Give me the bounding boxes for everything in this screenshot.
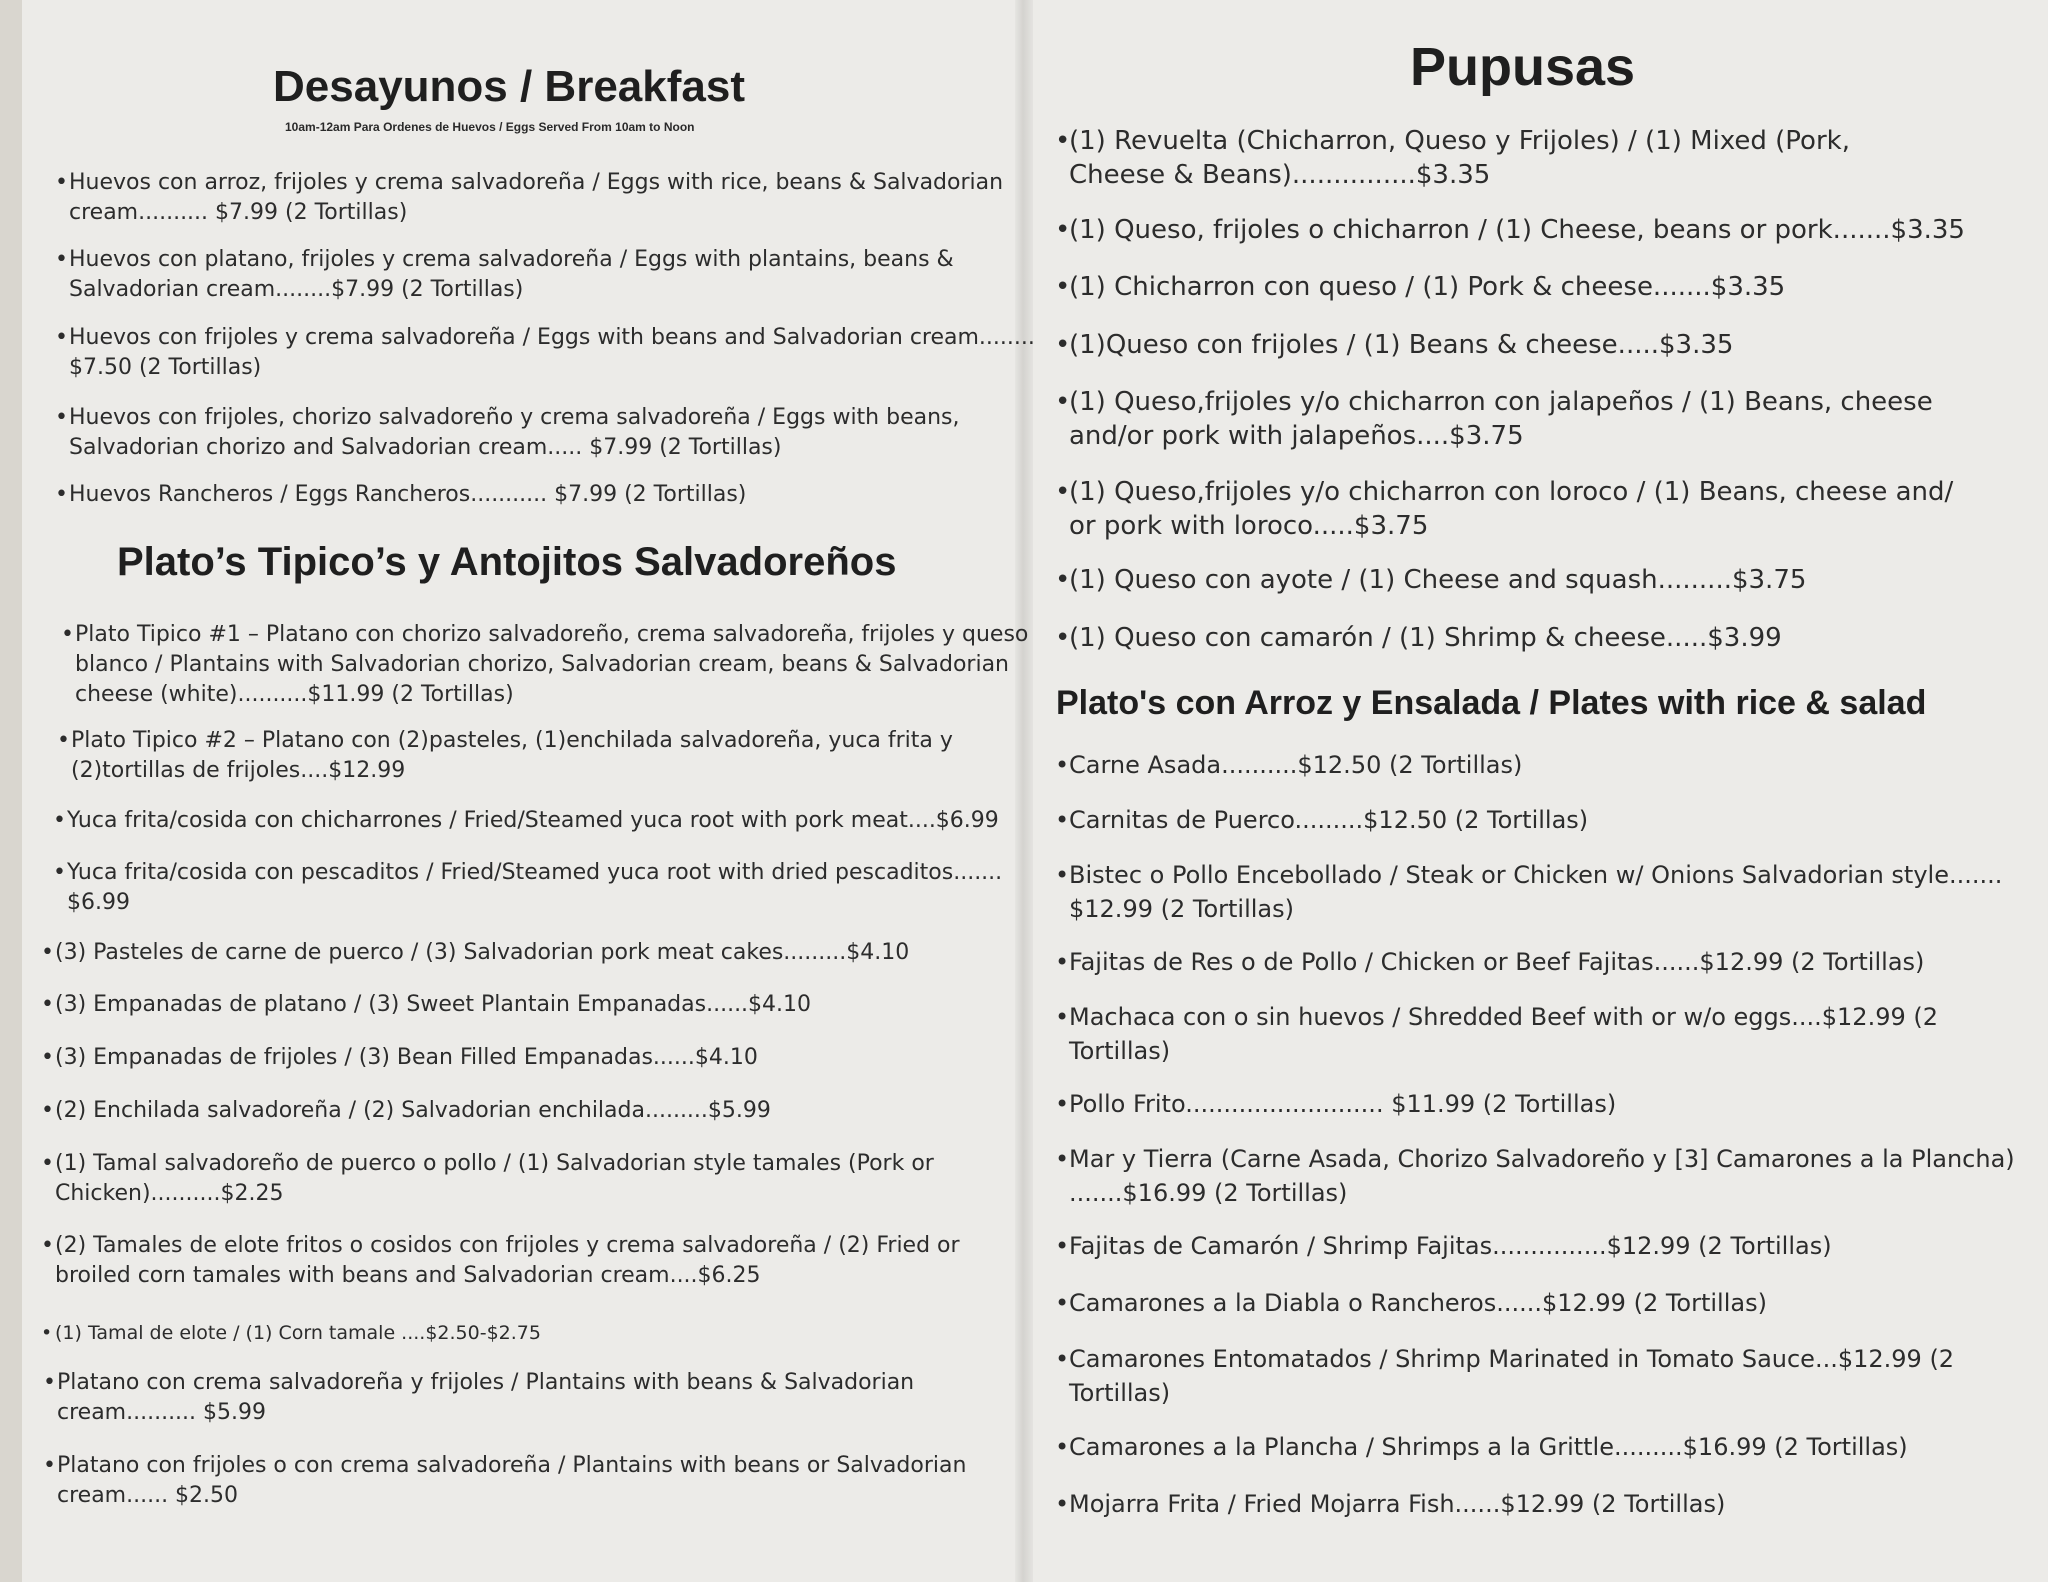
breakfast-item-text: Huevos Rancheros / Eggs Rancheros........... $7.99 (2 Tortillas) — [69, 482, 747, 507]
pupusas-item-line — [1055, 563, 1806, 597]
pupusas-item-text: (1) Chicharron con queso / (1) Pork & cheese.......$3.35 — [1069, 272, 1786, 302]
tipicos-item — [57, 726, 953, 786]
plates-title: Plato's con Arroz y Ensalada / Plates with rice & salad — [1056, 684, 1927, 722]
tipicos-item — [41, 1043, 758, 1073]
breakfast-item-text: Huevos con arroz, frijoles y crema salvadoreña / Eggs with rice, beans & Salvadorian — [69, 170, 1004, 195]
plates-item-text: Tortillas) — [1069, 1037, 1171, 1065]
plates-item-line — [1055, 1142, 2015, 1176]
tipicos-item-line — [43, 1451, 966, 1481]
plates-item-line — [1055, 945, 1924, 979]
tipicos-item-text: (3) Empanadas de frijoles / (3) Bean Filled Empanadas......$4.10 — [55, 1045, 758, 1070]
plates-item-text: Camarones a la Plancha / Shrimps a la Grittle.........$16.99 (2 Tortillas) — [1069, 1433, 1908, 1461]
pupusas-item — [1055, 621, 1782, 655]
pupusas-item-text: (1) Queso con camarón / (1) Shrimp & cheese.....$3.99 — [1069, 623, 1782, 653]
tipicos-item-line — [61, 680, 1028, 710]
tipicos-item-line — [43, 1481, 966, 1511]
bullet-icon: • — [1055, 126, 1071, 156]
breakfast-item-line — [55, 480, 746, 510]
bullet-icon: • — [1055, 565, 1071, 595]
bullet-icon: • — [55, 170, 68, 195]
bullet-icon: • — [1055, 1490, 1070, 1518]
plates-item-line — [1055, 1286, 1767, 1320]
tipicos-item — [41, 990, 811, 1020]
bullet-icon: • — [57, 728, 70, 753]
tipicos-item — [41, 1318, 541, 1348]
pupusas-item — [1055, 563, 1806, 597]
bullet-icon: • — [55, 482, 68, 507]
bullet-icon: • — [1055, 1289, 1070, 1317]
tipicos-item-text: Yuca frita/cosida con chicharrones / Fried/Steamed yuca root with pork meat....$6.99 — [67, 808, 999, 833]
tipicos-item-text: Chicken)..........$2.25 — [55, 1181, 284, 1206]
bullet-icon: • — [1055, 330, 1071, 360]
bullet-icon: • — [43, 1370, 56, 1395]
breakfast-item-text: cream.......... $7.99 (2 Tortillas) — [69, 200, 408, 225]
plates-item-line — [1055, 1176, 2015, 1210]
tipicos-item — [41, 938, 909, 968]
pupusas-item-line — [1055, 385, 1933, 419]
breakfast-item-text: Salvadorian chorizo and Salvadorian cream..... $7.99 (2 Tortillas) — [69, 435, 782, 460]
plates-item-line — [1055, 803, 1588, 837]
breakfast-item-line — [55, 433, 960, 463]
plates-item-line — [1055, 748, 1522, 782]
breakfast-item-text: Huevos con frijoles y crema salvadoreña / Eggs with beans and Salvadorian cream........ — [69, 325, 1035, 350]
bullet-icon: • — [1055, 806, 1070, 834]
tipicos-item-line — [61, 650, 1028, 680]
page-fold — [1015, 0, 1033, 1582]
tipicos-item — [41, 1231, 960, 1291]
pupusas-item-text: (1)Queso con frijoles / (1) Beans & cheese.....$3.35 — [1069, 330, 1734, 360]
tipicos-item — [53, 806, 999, 836]
plates-item-text: Fajitas de Res o de Pollo / Chicken or Beef Fajitas......$12.99 (2 Tortillas) — [1069, 948, 1925, 976]
breakfast-item-line — [55, 198, 1003, 228]
pupusas-item-text: (1) Queso,frijoles y/o chicharron con jalapeños / (1) Beans, cheese — [1069, 387, 1933, 417]
bullet-icon: • — [1055, 623, 1071, 653]
tipicos-item-line — [43, 1398, 914, 1428]
tipicos-item-line — [41, 1318, 541, 1348]
bullet-icon: • — [1055, 751, 1070, 779]
plates-item-line — [1055, 858, 2002, 892]
tipicos-item-text: (2) Tamales de elote fritos o cosidos con frijoles y crema salvadoreña / (2) Fried or — [55, 1233, 960, 1258]
tipicos-item-text: (2)tortillas de frijoles....$12.99 — [71, 758, 406, 783]
plates-item-line — [1055, 1376, 1954, 1410]
plates-item-text: .......$16.99 (2 Tortillas) — [1069, 1179, 1348, 1207]
tipicos-item-line — [41, 990, 811, 1020]
pupusas-item — [1055, 385, 1933, 453]
breakfast-item-text: $7.50 (2 Tortillas) — [69, 355, 262, 380]
tipicos-item — [53, 858, 1002, 918]
tipicos-item-line — [53, 858, 1002, 888]
breakfast-title: Desayunos / Breakfast — [273, 62, 745, 111]
tipicos-item-line — [41, 1261, 960, 1291]
plates-item — [1055, 1142, 2015, 1210]
pupusas-item-line — [1055, 475, 1953, 509]
bullet-icon: • — [41, 992, 54, 1017]
tipicos-item — [43, 1451, 966, 1511]
pupusas-item — [1055, 213, 1965, 247]
bullet-icon: • — [53, 808, 66, 833]
tipicos-item-line — [53, 806, 999, 836]
bullet-icon: • — [41, 1098, 54, 1123]
tipicos-item-line — [41, 1149, 934, 1179]
breakfast-item-text: Huevos con platano, frijoles y crema salvadoreña / Eggs with plantains, beans & — [69, 247, 954, 272]
breakfast-item — [55, 323, 1035, 383]
pupusas-item-text: and/or pork with jalapeños....$3.75 — [1069, 421, 1524, 451]
tipicos-item-text: (1) Tamal salvadoreño de puerco o pollo / (1) Salvadorian style tamales (Pork or — [55, 1151, 934, 1176]
tipicos-item-text: cream...... $2.50 — [57, 1483, 239, 1508]
pupusas-item-text: (1) Queso con ayote / (1) Cheese and squash.........$3.75 — [1069, 565, 1807, 595]
bullet-icon: • — [1055, 1003, 1070, 1031]
plates-item-text: Mojarra Frita / Fried Mojarra Fish......$12.99 (2 Tortillas) — [1069, 1490, 1726, 1518]
plates-item-line — [1055, 1000, 1938, 1034]
breakfast-item-text: Salvadorian cream........$7.99 (2 Tortillas) — [69, 277, 524, 302]
plates-item-text: Machaca con o sin huevos / Shredded Beef with or w/o eggs....$12.99 (2 — [1069, 1003, 1938, 1031]
plates-item-text: Camarones Entomatados / Shrimp Marinated in Tomato Sauce...$12.99 (2 — [1069, 1345, 1955, 1373]
breakfast-item — [55, 168, 1003, 228]
tipicos-item-text: (2) Enchilada salvadoreña / (2) Salvadorian enchilada.........$5.99 — [55, 1098, 771, 1123]
tipicos-item-text: cream.......... $5.99 — [57, 1400, 267, 1425]
plates-item-line — [1055, 1087, 1616, 1121]
bullet-icon: • — [1055, 477, 1071, 507]
pupusas-item — [1055, 124, 1850, 192]
bullet-icon: • — [1055, 1145, 1070, 1173]
breakfast-hours: 10am-12am Para Ordenes de Huevos / Eggs Served From 10am to Noon — [285, 120, 695, 134]
tipicos-item-text: (3) Pasteles de carne de puerco / (3) Salvadorian pork meat cakes.........$4.10 — [55, 940, 910, 965]
bullet-icon: • — [1055, 215, 1071, 245]
bullet-icon: • — [1055, 1433, 1070, 1461]
tipicos-item-line — [41, 1043, 758, 1073]
plates-item — [1055, 1087, 1616, 1121]
bullet-icon: • — [1055, 861, 1070, 889]
bullet-icon: • — [61, 622, 74, 647]
plates-item-text: Tortillas) — [1069, 1379, 1171, 1407]
plates-item-text: Camarones a la Diabla o Rancheros......$12.99 (2 Tortillas) — [1069, 1289, 1767, 1317]
plates-item — [1055, 945, 1924, 979]
bullet-icon: • — [1055, 1232, 1070, 1260]
breakfast-item — [55, 245, 954, 305]
tipicos-item-line — [61, 620, 1028, 650]
plates-item — [1055, 1430, 1908, 1464]
pupusas-item-line — [1055, 124, 1850, 158]
breakfast-item-line — [55, 275, 954, 305]
tipicos-item-text: blanco / Plantains with Salvadorian chorizo, Salvadorian cream, beans & Salvadorian — [75, 652, 1010, 677]
bullet-icon: • — [41, 1151, 54, 1176]
plates-item — [1055, 1286, 1767, 1320]
tipicos-item-text: Plato Tipico #1 – Platano con chorizo salvadoreño, crema salvadoreña, frijoles y queso — [75, 622, 1029, 647]
pupusas-item-line — [1055, 328, 1733, 362]
bullet-icon: • — [1055, 1090, 1070, 1118]
plates-item-text: Bistec o Pollo Encebollado / Steak or Chicken w/ Onions Salvadorian style....... — [1069, 861, 2003, 889]
tipicos-item — [43, 1368, 914, 1428]
plates-item-text: Carne Asada..........$12.50 (2 Tortillas) — [1069, 751, 1523, 779]
tipicos-item-text: Platano con crema salvadoreña y frijoles / Plantains with beans & Salvadorian — [57, 1370, 915, 1395]
plates-item — [1055, 803, 1588, 837]
tipicos-item-text: $6.99 — [67, 890, 130, 915]
bullet-icon: • — [53, 860, 66, 885]
tipicos-item-line — [53, 888, 1002, 918]
tipicos-item — [41, 1096, 771, 1126]
tipicos-item — [41, 1149, 934, 1209]
pupusas-item-line — [1055, 509, 1953, 543]
breakfast-item-line — [55, 323, 1035, 353]
breakfast-item-line — [55, 168, 1003, 198]
tipicos-item-text: broiled corn tamales with beans and Salvadorian cream....$6.25 — [55, 1263, 761, 1288]
tipicos-item-text: (3) Empanadas de platano / (3) Sweet Plantain Empanadas......$4.10 — [55, 992, 812, 1017]
breakfast-item — [55, 480, 746, 510]
tipicos-item — [61, 620, 1028, 710]
pupusas-item — [1055, 328, 1733, 362]
tipicos-item-text: Platano con frijoles o con crema salvadoreña / Plantains with beans or Salvadorian — [57, 1453, 967, 1478]
pupusas-item-line — [1055, 213, 1965, 247]
bullet-icon: • — [41, 1045, 54, 1070]
pupusas-item-text: or pork with loroco.....$3.75 — [1069, 511, 1429, 541]
breakfast-item-line — [55, 403, 960, 433]
tipicos-item-line — [41, 938, 909, 968]
pupusas-item-text: (1) Queso,frijoles y/o chicharron con loroco / (1) Beans, cheese and/ — [1069, 477, 1954, 507]
plates-item-text: $12.99 (2 Tortillas) — [1069, 895, 1294, 923]
plates-item-line — [1055, 1229, 1832, 1263]
bullet-icon: • — [41, 940, 54, 965]
plates-item-text: Carnitas de Puerco.........$12.50 (2 Tortillas) — [1069, 806, 1589, 834]
plates-item-line — [1055, 892, 2002, 926]
tipicos-item-line — [41, 1231, 960, 1261]
plates-item-text: Mar y Tierra (Carne Asada, Chorizo Salvadoreño y [3] Camarones a la Plancha) — [1069, 1145, 2015, 1173]
pupusas-item — [1055, 475, 1953, 543]
pupusas-item-text: (1) Revuelta (Chicharron, Queso y Frijoles) / (1) Mixed (Pork, — [1069, 126, 1850, 156]
pupusas-item-line — [1055, 419, 1933, 453]
pupusas-item-line — [1055, 270, 1785, 304]
bullet-icon: • — [1055, 1345, 1070, 1373]
tipicos-item-line — [41, 1096, 771, 1126]
breakfast-item-text: Huevos con frijoles, chorizo salvadoreño y crema salvadoreña / Eggs with beans, — [69, 405, 960, 430]
bullet-icon: • — [41, 1233, 54, 1258]
tipicos-item-line — [41, 1179, 934, 1209]
bullet-icon: • — [55, 405, 68, 430]
plates-item — [1055, 1487, 1725, 1521]
tipicos-item-text: Yuca frita/cosida con pescaditos / Fried/Steamed yuca root with dried pescaditos....... — [67, 860, 1003, 885]
bullet-icon: • — [1055, 272, 1071, 302]
bullet-icon: • — [41, 1322, 53, 1344]
tipicos-item-text: (1) Tamal de elote / (1) Corn tamale ....$2.50-$2.75 — [55, 1322, 541, 1344]
pupusas-item-line — [1055, 621, 1782, 655]
breakfast-item-line — [55, 353, 1035, 383]
breakfast-item-line — [55, 245, 954, 275]
plates-item-line — [1055, 1487, 1725, 1521]
tipicos-item-line — [57, 756, 953, 786]
plates-item — [1055, 748, 1522, 782]
pupusas-item-text: (1) Queso, frijoles o chicharron / (1) Cheese, beans or pork.......$3.35 — [1069, 215, 1965, 245]
pupusas-title: Pupusas — [1410, 37, 1636, 97]
plates-item — [1055, 1000, 1938, 1068]
bullet-icon: • — [1055, 387, 1071, 417]
tipicos-item-text: cheese (white)..........$11.99 (2 Tortillas) — [75, 682, 514, 707]
plates-item — [1055, 1229, 1832, 1263]
bullet-icon: • — [43, 1453, 56, 1478]
plates-item — [1055, 858, 2002, 926]
pupusas-item-line — [1055, 158, 1850, 192]
bullet-icon: • — [1055, 948, 1070, 976]
plates-item — [1055, 1342, 1954, 1410]
tipicos-title: Plato’s Tipico’s y Antojitos Salvadoreños — [117, 540, 897, 584]
pupusas-item — [1055, 270, 1785, 304]
bullet-icon: • — [55, 247, 68, 272]
plates-item-line — [1055, 1034, 1938, 1068]
plates-item-text: Pollo Frito.......................... $11.99 (2 Tortillas) — [1069, 1090, 1617, 1118]
bullet-icon: • — [55, 325, 68, 350]
plates-item-text: Fajitas de Camarón / Shrimp Fajitas...............$12.99 (2 Tortillas) — [1069, 1232, 1832, 1260]
tipicos-item-line — [43, 1368, 914, 1398]
tipicos-item-text: Plato Tipico #2 – Platano con (2)pasteles, (1)enchilada salvadoreña, yuca frita y — [71, 728, 953, 753]
tipicos-item-line — [57, 726, 953, 756]
plates-item-line — [1055, 1430, 1908, 1464]
breakfast-item — [55, 403, 960, 463]
plates-item-line — [1055, 1342, 1954, 1376]
pupusas-item-text: Cheese & Beans)...............$3.35 — [1069, 160, 1491, 190]
